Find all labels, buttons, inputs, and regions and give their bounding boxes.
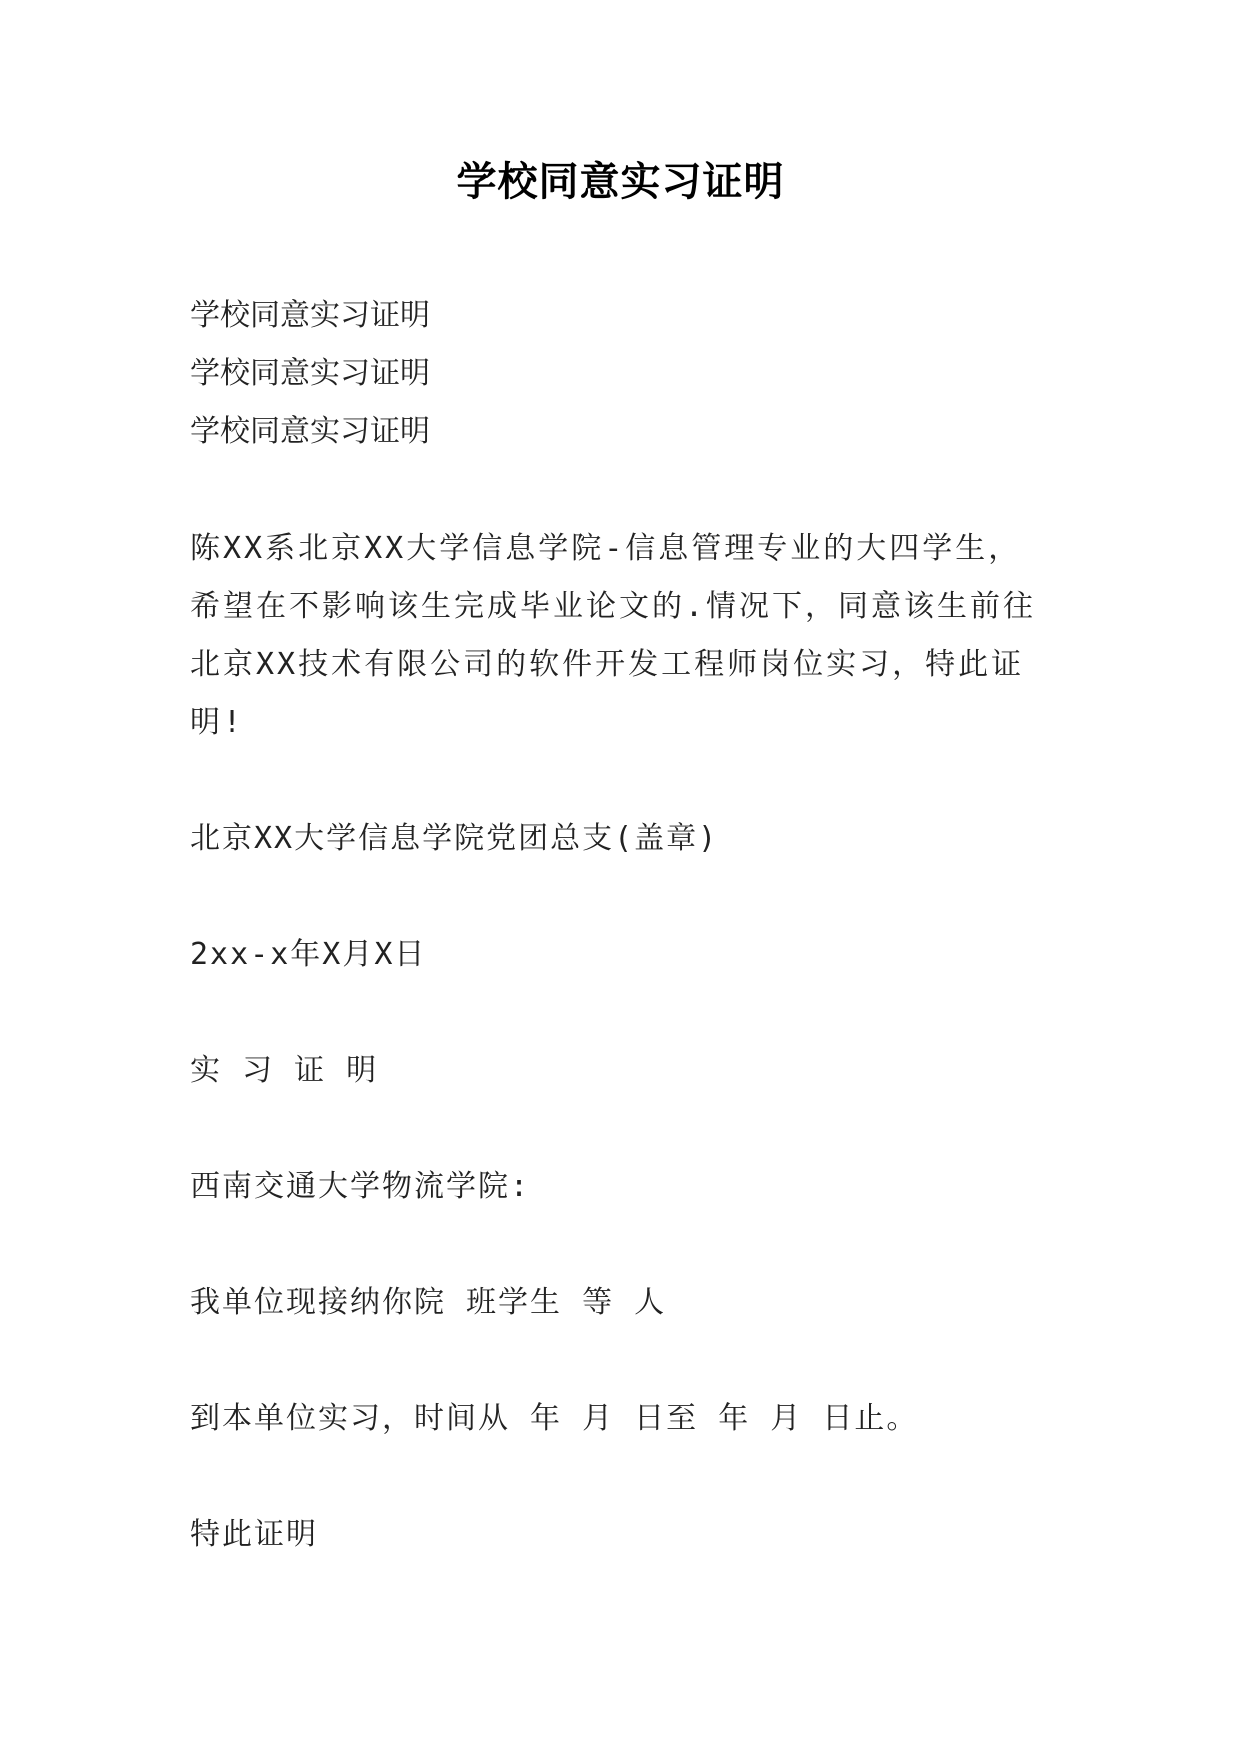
accept-line: 我单位现接纳你院 班学生 等 人 bbox=[190, 1285, 667, 1320]
paragraph-line: 明! bbox=[190, 705, 245, 740]
heading-line: 学校同意实习证明 bbox=[190, 298, 430, 333]
date-line: 2xx-x年X月X日 bbox=[190, 937, 427, 972]
paragraph-line: 希望在不影响该生完成毕业论文的.情况下，同意该生前往 bbox=[190, 589, 1037, 624]
period-line: 到本单位实习，时间从 年 月 日至 年 月 日止。 bbox=[190, 1401, 919, 1436]
heading-line: 学校同意实习证明 bbox=[190, 356, 430, 391]
document-title: 学校同意实习证明 bbox=[456, 158, 785, 205]
signature-line: 北京XX大学信息学院党团总支(盖章) bbox=[190, 821, 719, 856]
section-title: 实 习 证 明 bbox=[190, 1053, 379, 1088]
certification-paragraph bbox=[190, 520, 1070, 752]
closing-line: 特此证明 bbox=[190, 1517, 318, 1552]
addressee-line: 西南交通大学物流学院: bbox=[190, 1169, 531, 1204]
paragraph-line: 北京XX技术有限公司的软件开发工程师岗位实习，特此证 bbox=[190, 647, 1025, 682]
heading-lines bbox=[190, 287, 1070, 461]
heading-line: 学校同意实习证明 bbox=[190, 414, 430, 449]
paragraph-line: 陈XX系北京XX大学信息学院-信息管理专业的大四学生， bbox=[190, 531, 1022, 566]
